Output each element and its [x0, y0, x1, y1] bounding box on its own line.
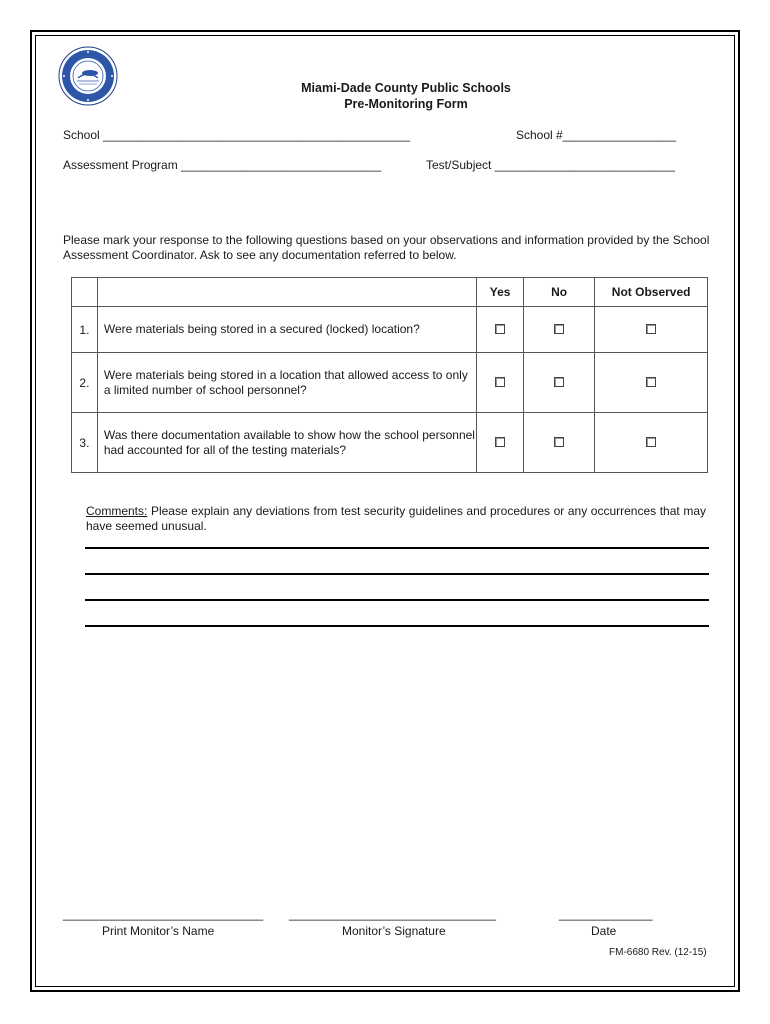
table-header-row	[72, 278, 708, 307]
yes-cell	[477, 307, 524, 353]
no-cell	[523, 307, 594, 353]
row-number: 2.	[72, 353, 98, 413]
comment-line[interactable]	[85, 573, 709, 575]
no-cell	[523, 413, 594, 473]
header-yes: Yes	[477, 278, 524, 307]
page-subtitle: Pre-Monitoring Form	[344, 97, 468, 111]
date-label: Date	[591, 924, 617, 938]
header-not-observed: Not Observed	[595, 278, 708, 307]
header-no: No	[523, 278, 594, 307]
row-question: Was there documentation available to show how the school personnel had accounted for all of the testing materials?	[97, 413, 477, 473]
assessment-program-field[interactable]: Assessment Program ______________________________	[63, 158, 382, 172]
form-id: FM-6680 Rev. (12-15)	[609, 947, 707, 958]
table-row	[72, 307, 708, 353]
not-observed-cell	[595, 413, 708, 473]
page-title: Miami-Dade County Public Schools	[301, 81, 511, 95]
table-row	[72, 413, 708, 473]
row-number: 3.	[72, 413, 98, 473]
not-observed-checkbox[interactable]	[646, 437, 656, 447]
signature-line[interactable]: _______________________________	[289, 907, 496, 921]
table-row	[72, 353, 708, 413]
not-observed-checkbox[interactable]	[646, 324, 656, 334]
comment-line[interactable]	[85, 599, 709, 601]
no-checkbox[interactable]	[554, 324, 564, 334]
not-observed-checkbox[interactable]	[646, 377, 656, 387]
yes-checkbox[interactable]	[495, 377, 505, 387]
print-name-line[interactable]: ______________________________	[63, 907, 264, 921]
header-question-cell	[97, 278, 477, 307]
test-subject-field[interactable]: Test/Subject ___________________________	[426, 158, 675, 172]
print-name-label: Print Monitor’s Name	[102, 924, 215, 938]
row-question: Were materials being stored in a secured (locked) location?	[97, 307, 477, 353]
school-field[interactable]: School ______________________________________________	[63, 128, 411, 142]
school-number-field[interactable]: School #_________________	[516, 128, 677, 142]
yes-cell	[477, 353, 524, 413]
comments-text: Please explain any deviations from test security guidelines and procedures or any occurrences that may have seemed unusual.	[86, 504, 706, 533]
instructions-text: Please mark your response to the following questions based on your observations and information provided by the School Assessment Coordinator. Ask to see any documentation referred to below.	[63, 233, 710, 262]
yes-checkbox[interactable]	[495, 437, 505, 447]
row-number: 1.	[72, 307, 98, 353]
questions-table	[71, 277, 708, 473]
row-question: Were materials being stored in a location that allowed access to only a limited number of school personnel?	[97, 353, 477, 413]
header-num-cell	[72, 278, 98, 307]
signature-label: Monitor’s Signature	[342, 924, 446, 938]
date-line[interactable]: ______________	[559, 907, 653, 921]
not-observed-cell	[595, 307, 708, 353]
no-checkbox[interactable]	[554, 377, 564, 387]
not-observed-cell	[595, 353, 708, 413]
comment-line[interactable]	[85, 547, 709, 549]
comments-section	[86, 504, 706, 534]
no-cell	[523, 353, 594, 413]
comment-line[interactable]	[85, 625, 709, 627]
no-checkbox[interactable]	[554, 437, 564, 447]
yes-cell	[477, 413, 524, 473]
yes-checkbox[interactable]	[495, 324, 505, 334]
comments-label: Comments:	[86, 504, 148, 518]
